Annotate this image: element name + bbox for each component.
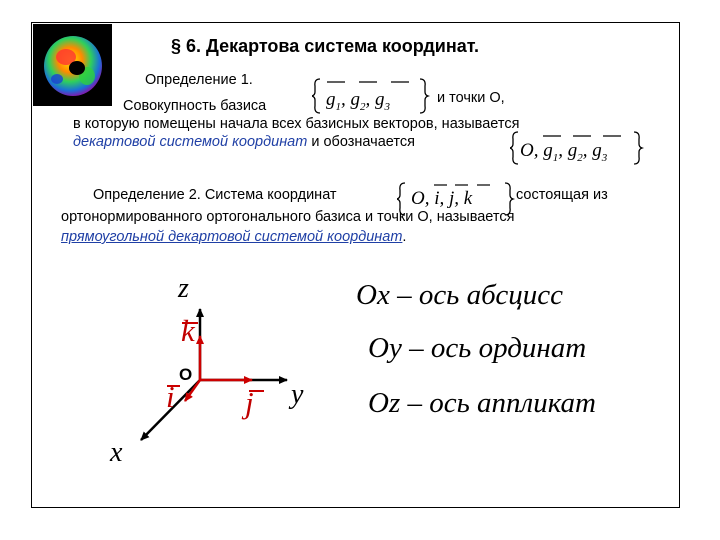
coordinate-axes-diagram	[32, 23, 679, 507]
vector-j-label: j	[245, 385, 254, 420]
def2-term: прямоугольной декартовой системой координат	[61, 229, 403, 245]
def1-line3-tail: и обозначается	[311, 134, 415, 150]
oz-description: Oz – ось аппликат	[368, 387, 596, 419]
system-formula-2: O, i, j, k	[397, 179, 517, 217]
def2-line1: Определение 2. Система координат	[93, 187, 337, 203]
def1-line1: Совокупность базиса	[123, 98, 267, 114]
def1-line2: в которую помещены начала всех базисных векторов, называется	[73, 116, 520, 132]
def1-heading: Определение 1.	[145, 72, 253, 88]
basis-formula: $g_1$, $g_2$, $g_3$	[312, 73, 432, 115]
vector-k-label: k	[181, 313, 195, 348]
def2-line1-tail: состоящая из	[516, 187, 608, 203]
origin-label: O	[179, 365, 193, 384]
x-axis-label: x	[110, 437, 123, 468]
y-axis-label: y	[291, 379, 304, 410]
slide-frame	[31, 22, 680, 508]
vector-i-label: i	[166, 379, 175, 414]
def1-line1-tail: и точки O,	[437, 90, 505, 106]
page-title: § 6. Декартова система координат.	[171, 36, 479, 56]
def2-line2: ортонормированного ортогонального базиса и точки O, называется	[61, 209, 515, 225]
def2-dot: .	[402, 229, 407, 245]
z-axis-label: z	[178, 273, 189, 304]
oy-description: Oy – ось ординат	[368, 332, 587, 364]
system-formula-1: O, $g_1$, $g_2$, $g_3$	[510, 126, 645, 166]
def1-term: декартовой системой координат	[73, 134, 308, 150]
ox-description: Ox – ось абсцисс	[356, 279, 563, 311]
